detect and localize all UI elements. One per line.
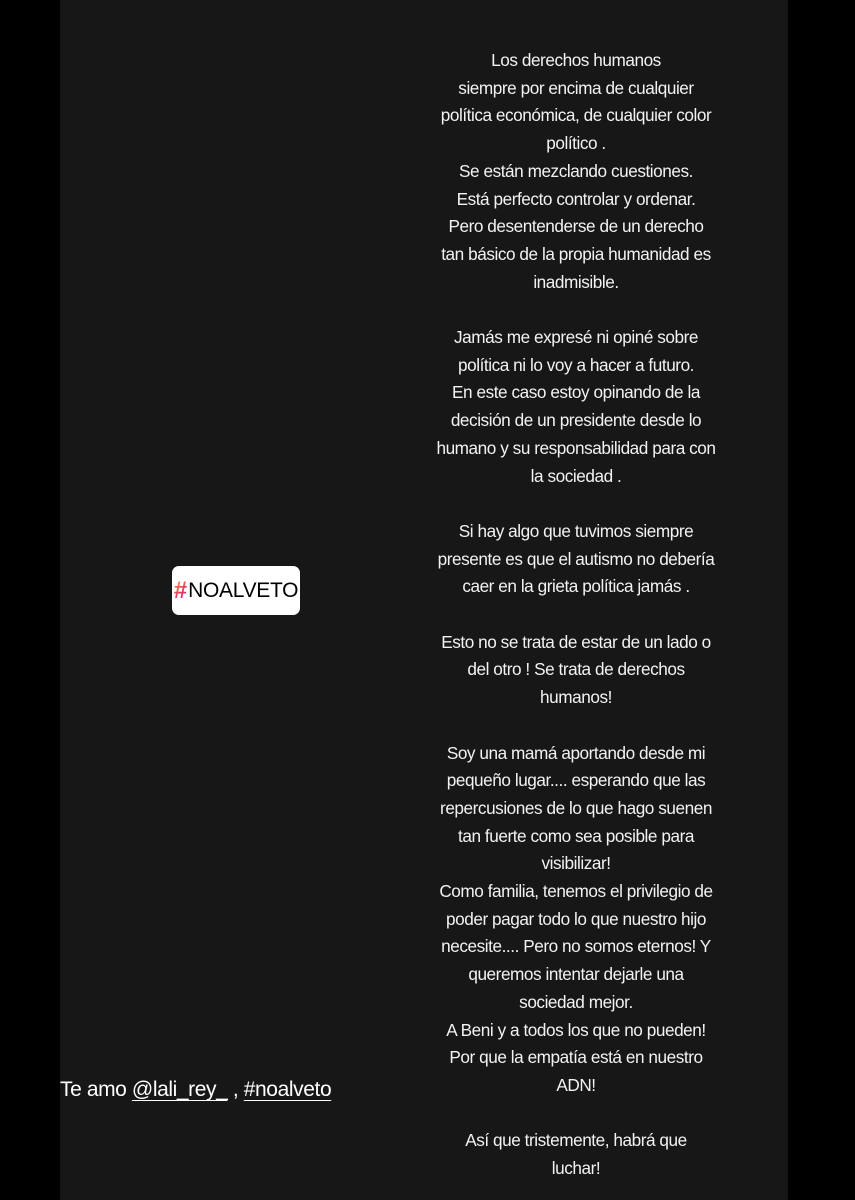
- story-text-line: ADN!: [556, 1074, 596, 1095]
- story-text-line: política económica, de cualquier color: [440, 105, 712, 126]
- story-text-line: caer en la grieta política jamás .: [462, 576, 690, 597]
- hashtag-symbol: #: [173, 576, 188, 604]
- story-text-line: la sociedad .: [530, 465, 622, 486]
- story-text-line: Como familia, tenemos el privilegio de: [439, 881, 713, 902]
- story-blank-line: [406, 601, 746, 629]
- story-text-line: pequeño lugar.... esperando que las: [446, 770, 706, 791]
- story-text-line: luchar!: [551, 1158, 601, 1179]
- story-text-line: sociedad mejor.: [519, 991, 633, 1012]
- story-text-line: En este caso estoy opinando de la: [452, 382, 700, 403]
- hashtag-link[interactable]: #noalveto: [243, 1078, 332, 1101]
- story-text-line: queremos intentar dejarle una: [468, 964, 684, 985]
- story-text-line: Soy una mamá aportando desde mi: [446, 742, 706, 763]
- story-text-line: A Beni y a todos los que no pueden!: [446, 1019, 706, 1040]
- story-text-line: decisión de un presidente desde lo: [450, 410, 702, 431]
- story-text-line: tan básico de la propia humanidad es: [441, 243, 711, 264]
- story-text-line: del otro ! Se trata de derechos: [467, 659, 685, 680]
- story-text-line: política ni lo voy a hacer a futuro.: [457, 354, 695, 375]
- story-text-line: Está perfecto controlar y ordenar.: [456, 188, 696, 209]
- story-text-line: Pero desentenderse de un derecho: [448, 216, 704, 237]
- story-text-line: inadmisible.: [533, 271, 619, 292]
- story-text-line: visibilizar!: [541, 853, 611, 874]
- mention-link[interactable]: @lali_rey_: [131, 1078, 228, 1101]
- story-text-line: repercusiones de lo que hago suenen: [440, 797, 712, 818]
- story-blank-line: [406, 296, 746, 324]
- story-text-line: poder pagar todo lo que nuestro hijo: [446, 908, 706, 929]
- caption-separator: ,: [227, 1078, 244, 1101]
- story-text-line: Si hay algo que tuvimos siempre: [458, 520, 694, 541]
- story-blank-line: [406, 712, 746, 740]
- story-text-block: [406, 47, 746, 1183]
- hashtag-sticker[interactable]: [172, 566, 300, 615]
- story-text-line: Por que la empatía está en nuestro: [449, 1047, 703, 1068]
- story-text-line: político .: [546, 133, 606, 154]
- story-text-line: Jamás me expresé ni opiné sobre: [454, 327, 698, 348]
- story-text-line: Esto no se trata de estar de un lado o: [441, 631, 711, 652]
- caption: [60, 1078, 331, 1102]
- story-text-line: siempre por encima de cualquier: [458, 77, 694, 98]
- story-text-line: necesite.... Pero no somos eternos! Y: [441, 936, 711, 957]
- story-blank-line: [406, 1100, 746, 1128]
- story-text-line: Se están mezclando cuestiones.: [459, 160, 693, 181]
- story-blank-line: [406, 490, 746, 518]
- caption-prefix: Te amo: [60, 1078, 132, 1101]
- story-text-line: Así que tristemente, habrá que: [465, 1130, 687, 1151]
- story-text-line: humanos!: [540, 687, 612, 708]
- story-text-line: Los derechos humanos: [491, 50, 661, 70]
- story-text-line: tan fuerte como sea posible para: [458, 825, 694, 846]
- hashtag-sticker-label: NOALVETO: [188, 579, 299, 602]
- story-text-line: presente es que el autismo no debería: [437, 548, 715, 569]
- story-text-line: humano y su responsabilidad para con: [436, 437, 716, 458]
